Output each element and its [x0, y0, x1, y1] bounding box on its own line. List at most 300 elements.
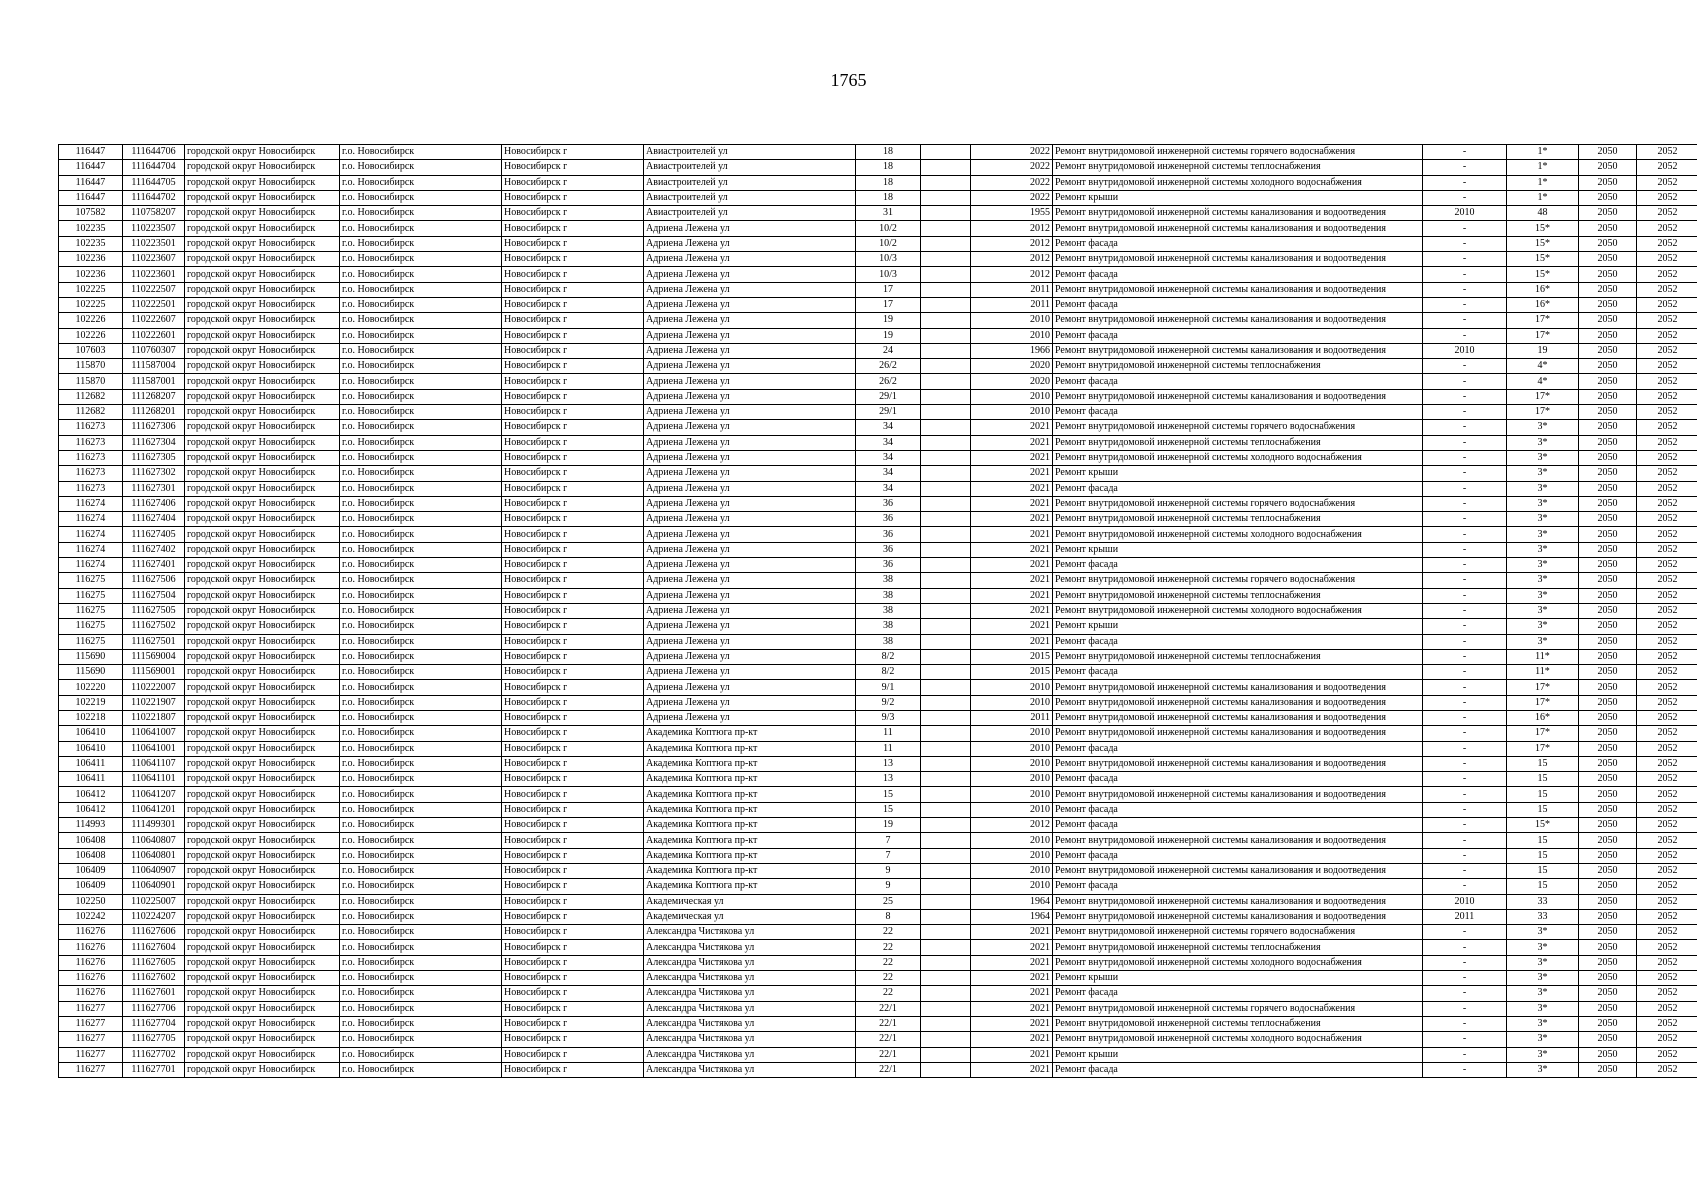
municipality-cell: городской округ Новосибирск: [185, 863, 340, 878]
year-built-cell: 2010: [971, 680, 1053, 695]
work-type-cell: Ремонт внутридомовой инженерной системы холодного водоснабжения: [1053, 450, 1423, 465]
settlement-cell: г.о. Новосибирск: [340, 756, 502, 771]
plan-start-cell: 2050: [1579, 1032, 1637, 1047]
last-repair-year-cell: -: [1423, 971, 1507, 986]
element-id-cell: 110222507: [123, 282, 185, 297]
building-cell: [921, 175, 971, 190]
municipality-cell: городской округ Новосибирск: [185, 741, 340, 756]
building-cell: [921, 450, 971, 465]
locality-cell: Новосибирск г: [502, 695, 644, 710]
year-built-cell: 2015: [971, 665, 1053, 680]
last-repair-year-cell: -: [1423, 940, 1507, 955]
work-type-cell: Ремонт фасада: [1053, 1062, 1423, 1077]
wear-cell: 3*: [1507, 481, 1579, 496]
plan-start-cell: 2050: [1579, 955, 1637, 970]
last-repair-year-cell: -: [1423, 634, 1507, 649]
building-cell: [921, 863, 971, 878]
element-id-cell: 111627504: [123, 588, 185, 603]
municipality-cell: городской округ Новосибирск: [185, 848, 340, 863]
house-id-cell: 116277: [59, 1047, 123, 1062]
plan-end-cell: 2052: [1637, 955, 1697, 970]
table-row: [59, 619, 1697, 634]
wear-cell: 3*: [1507, 573, 1579, 588]
municipality-cell: городской округ Новосибирск: [185, 542, 340, 557]
house-number-cell: 7: [856, 833, 921, 848]
plan-end-cell: 2052: [1637, 741, 1697, 756]
settlement-cell: г.о. Новосибирск: [340, 940, 502, 955]
last-repair-year-cell: -: [1423, 649, 1507, 664]
work-type-cell: Ремонт внутридомовой инженерной системы канализования и водоотведения: [1053, 833, 1423, 848]
municipality-cell: городской округ Новосибирск: [185, 512, 340, 527]
plan-end-cell: 2052: [1637, 313, 1697, 328]
locality-cell: Новосибирск г: [502, 328, 644, 343]
house-id-cell: 116447: [59, 160, 123, 175]
wear-cell: 1*: [1507, 145, 1579, 160]
work-type-cell: Ремонт фасада: [1053, 328, 1423, 343]
element-id-cell: 111627301: [123, 481, 185, 496]
work-type-cell: Ремонт внутридомовой инженерной системы канализования и водоотведения: [1053, 680, 1423, 695]
locality-cell: Новосибирск г: [502, 313, 644, 328]
settlement-cell: г.о. Новосибирск: [340, 282, 502, 297]
element-id-cell: 110225007: [123, 894, 185, 909]
table-row: [59, 145, 1697, 160]
table-row: [59, 1032, 1697, 1047]
year-built-cell: 2010: [971, 328, 1053, 343]
settlement-cell: г.о. Новосибирск: [340, 879, 502, 894]
wear-cell: 3*: [1507, 940, 1579, 955]
work-type-cell: Ремонт внутридомовой инженерной системы канализования и водоотведения: [1053, 894, 1423, 909]
table-row: [59, 863, 1697, 878]
element-id-cell: 110222607: [123, 313, 185, 328]
element-id-cell: 110222007: [123, 680, 185, 695]
settlement-cell: г.о. Новосибирск: [340, 1062, 502, 1077]
work-type-cell: Ремонт внутридомовой инженерной системы канализования и водоотведения: [1053, 221, 1423, 236]
plan-end-cell: 2052: [1637, 374, 1697, 389]
wear-cell: 19: [1507, 343, 1579, 358]
plan-end-cell: 2052: [1637, 1016, 1697, 1031]
settlement-cell: г.о. Новосибирск: [340, 603, 502, 618]
work-type-cell: Ремонт внутридомовой инженерной системы канализования и водоотведения: [1053, 389, 1423, 404]
year-built-cell: 2021: [971, 986, 1053, 1001]
street-cell: Адриена Лежена ул: [644, 435, 856, 450]
street-cell: Александра Чистякова ул: [644, 971, 856, 986]
building-cell: [921, 542, 971, 557]
plan-end-cell: 2052: [1637, 573, 1697, 588]
wear-cell: 33: [1507, 894, 1579, 909]
table-row: [59, 527, 1697, 542]
element-id-cell: 110758207: [123, 206, 185, 221]
street-cell: Академика Коптюга пр-кт: [644, 787, 856, 802]
year-built-cell: 2021: [971, 971, 1053, 986]
last-repair-year-cell: -: [1423, 665, 1507, 680]
last-repair-year-cell: -: [1423, 1032, 1507, 1047]
locality-cell: Новосибирск г: [502, 588, 644, 603]
element-id-cell: 110640807: [123, 833, 185, 848]
house-number-cell: 19: [856, 328, 921, 343]
element-id-cell: 111627304: [123, 435, 185, 450]
plan-end-cell: 2052: [1637, 282, 1697, 297]
table-row: [59, 573, 1697, 588]
building-cell: [921, 940, 971, 955]
building-cell: [921, 741, 971, 756]
municipality-cell: городской округ Новосибирск: [185, 756, 340, 771]
settlement-cell: г.о. Новосибирск: [340, 588, 502, 603]
house-number-cell: 22: [856, 925, 921, 940]
wear-cell: 3*: [1507, 603, 1579, 618]
street-cell: Академика Коптюга пр-кт: [644, 726, 856, 741]
wear-cell: 15*: [1507, 252, 1579, 267]
settlement-cell: г.о. Новосибирск: [340, 313, 502, 328]
building-cell: [921, 328, 971, 343]
wear-cell: 15: [1507, 848, 1579, 863]
table-row: [59, 496, 1697, 511]
municipality-cell: городской округ Новосибирск: [185, 925, 340, 940]
wear-cell: 3*: [1507, 512, 1579, 527]
last-repair-year-cell: -: [1423, 833, 1507, 848]
work-type-cell: Ремонт внутридомовой инженерной системы канализования и водоотведения: [1053, 252, 1423, 267]
municipality-cell: городской округ Новосибирск: [185, 634, 340, 649]
year-built-cell: 2021: [971, 1001, 1053, 1016]
last-repair-year-cell: -: [1423, 787, 1507, 802]
last-repair-year-cell: -: [1423, 1062, 1507, 1077]
plan-start-cell: 2050: [1579, 435, 1637, 450]
wear-cell: 15: [1507, 802, 1579, 817]
municipality-cell: городской округ Новосибирск: [185, 909, 340, 924]
locality-cell: Новосибирск г: [502, 863, 644, 878]
element-id-cell: 110640901: [123, 879, 185, 894]
last-repair-year-cell: -: [1423, 1016, 1507, 1031]
house-number-cell: 29/1: [856, 389, 921, 404]
locality-cell: Новосибирск г: [502, 710, 644, 725]
plan-start-cell: 2050: [1579, 1047, 1637, 1062]
year-built-cell: 2021: [971, 955, 1053, 970]
table-row: [59, 374, 1697, 389]
last-repair-year-cell: 2011: [1423, 909, 1507, 924]
house-id-cell: 102226: [59, 328, 123, 343]
plan-start-cell: 2050: [1579, 175, 1637, 190]
plan-start-cell: 2050: [1579, 940, 1637, 955]
element-id-cell: 110224207: [123, 909, 185, 924]
building-cell: [921, 297, 971, 312]
house-number-cell: 26/2: [856, 359, 921, 374]
settlement-cell: г.о. Новосибирск: [340, 680, 502, 695]
plan-start-cell: 2050: [1579, 481, 1637, 496]
plan-start-cell: 2050: [1579, 374, 1637, 389]
plan-start-cell: 2050: [1579, 343, 1637, 358]
plan-start-cell: 2050: [1579, 420, 1637, 435]
work-type-cell: Ремонт фасада: [1053, 802, 1423, 817]
last-repair-year-cell: -: [1423, 1001, 1507, 1016]
house-id-cell: 115690: [59, 665, 123, 680]
plan-start-cell: 2050: [1579, 542, 1637, 557]
locality-cell: Новосибирск г: [502, 512, 644, 527]
plan-end-cell: 2052: [1637, 726, 1697, 741]
locality-cell: Новосибирск г: [502, 420, 644, 435]
building-cell: [921, 1016, 971, 1031]
house-id-cell: 116275: [59, 634, 123, 649]
settlement-cell: г.о. Новосибирск: [340, 512, 502, 527]
plan-end-cell: 2052: [1637, 772, 1697, 787]
plan-start-cell: 2050: [1579, 588, 1637, 603]
locality-cell: Новосибирск г: [502, 1001, 644, 1016]
locality-cell: Новосибирск г: [502, 909, 644, 924]
wear-cell: 3*: [1507, 466, 1579, 481]
settlement-cell: г.о. Новосибирск: [340, 374, 502, 389]
municipality-cell: городской округ Новосибирск: [185, 894, 340, 909]
work-type-cell: Ремонт внутридомовой инженерной системы горячего водоснабжения: [1053, 925, 1423, 940]
table-row: [59, 1062, 1697, 1077]
work-type-cell: Ремонт внутридомовой инженерной системы канализования и водоотведения: [1053, 695, 1423, 710]
plan-start-cell: 2050: [1579, 359, 1637, 374]
plan-end-cell: 2052: [1637, 1032, 1697, 1047]
house-id-cell: 102218: [59, 710, 123, 725]
work-type-cell: Ремонт фасада: [1053, 848, 1423, 863]
plan-end-cell: 2052: [1637, 297, 1697, 312]
plan-start-cell: 2050: [1579, 649, 1637, 664]
settlement-cell: г.о. Новосибирск: [340, 634, 502, 649]
table-row: [59, 879, 1697, 894]
house-id-cell: 116274: [59, 496, 123, 511]
wear-cell: 4*: [1507, 374, 1579, 389]
table-body: [59, 145, 1697, 1078]
element-id-cell: 110640907: [123, 863, 185, 878]
locality-cell: Новосибирск г: [502, 145, 644, 160]
plan-end-cell: 2052: [1637, 542, 1697, 557]
plan-start-cell: 2050: [1579, 741, 1637, 756]
work-type-cell: Ремонт крыши: [1053, 542, 1423, 557]
year-built-cell: 2010: [971, 772, 1053, 787]
plan-end-cell: 2052: [1637, 649, 1697, 664]
work-type-cell: Ремонт внутридомовой инженерной системы теплоснабжения: [1053, 512, 1423, 527]
last-repair-year-cell: -: [1423, 573, 1507, 588]
page-number: 1765: [830, 70, 867, 90]
year-built-cell: 1964: [971, 894, 1053, 909]
element-id-cell: 111627706: [123, 1001, 185, 1016]
house-number-cell: 34: [856, 420, 921, 435]
element-id-cell: 111627402: [123, 542, 185, 557]
last-repair-year-cell: -: [1423, 389, 1507, 404]
street-cell: Академика Коптюга пр-кт: [644, 863, 856, 878]
locality-cell: Новосибирск г: [502, 971, 644, 986]
plan-end-cell: 2052: [1637, 236, 1697, 251]
plan-start-cell: 2050: [1579, 848, 1637, 863]
plan-end-cell: 2052: [1637, 175, 1697, 190]
building-cell: [921, 925, 971, 940]
work-type-cell: Ремонт внутридомовой инженерной системы канализования и водоотведения: [1053, 710, 1423, 725]
wear-cell: 48: [1507, 206, 1579, 221]
locality-cell: Новосибирск г: [502, 450, 644, 465]
building-cell: [921, 160, 971, 175]
last-repair-year-cell: -: [1423, 190, 1507, 205]
last-repair-year-cell: -: [1423, 680, 1507, 695]
year-built-cell: 2022: [971, 145, 1053, 160]
municipality-cell: городской округ Новосибирск: [185, 879, 340, 894]
plan-end-cell: 2052: [1637, 818, 1697, 833]
plan-end-cell: 2052: [1637, 971, 1697, 986]
wear-cell: 1*: [1507, 175, 1579, 190]
element-id-cell: 111627305: [123, 450, 185, 465]
element-id-cell: 110221907: [123, 695, 185, 710]
house-number-cell: 36: [856, 558, 921, 573]
year-built-cell: 2021: [971, 466, 1053, 481]
house-id-cell: 106409: [59, 863, 123, 878]
locality-cell: Новосибирск г: [502, 573, 644, 588]
element-id-cell: 110641007: [123, 726, 185, 741]
work-type-cell: Ремонт крыши: [1053, 190, 1423, 205]
plan-end-cell: 2052: [1637, 710, 1697, 725]
house-id-cell: 106411: [59, 772, 123, 787]
work-type-cell: Ремонт фасада: [1053, 558, 1423, 573]
house-id-cell: 116273: [59, 481, 123, 496]
municipality-cell: городской округ Новосибирск: [185, 297, 340, 312]
year-built-cell: 2021: [971, 634, 1053, 649]
table-row: [59, 343, 1697, 358]
plan-end-cell: 2052: [1637, 619, 1697, 634]
plan-start-cell: 2050: [1579, 466, 1637, 481]
house-number-cell: 11: [856, 726, 921, 741]
settlement-cell: г.о. Новосибирск: [340, 206, 502, 221]
settlement-cell: г.о. Новосибирск: [340, 909, 502, 924]
plan-end-cell: 2052: [1637, 634, 1697, 649]
year-built-cell: 2010: [971, 313, 1053, 328]
last-repair-year-cell: -: [1423, 1047, 1507, 1062]
house-number-cell: 31: [856, 206, 921, 221]
year-built-cell: 2021: [971, 573, 1053, 588]
last-repair-year-cell: 2010: [1423, 343, 1507, 358]
municipality-cell: городской округ Новосибирск: [185, 955, 340, 970]
locality-cell: Новосибирск г: [502, 787, 644, 802]
municipality-cell: городской округ Новосибирск: [185, 818, 340, 833]
last-repair-year-cell: -: [1423, 986, 1507, 1001]
house-number-cell: 7: [856, 848, 921, 863]
house-number-cell: 9/3: [856, 710, 921, 725]
table-row: [59, 634, 1697, 649]
element-id-cell: 111569001: [123, 665, 185, 680]
settlement-cell: г.о. Новосибирск: [340, 252, 502, 267]
municipality-cell: городской округ Новосибирск: [185, 466, 340, 481]
last-repair-year-cell: -: [1423, 710, 1507, 725]
settlement-cell: г.о. Новосибирск: [340, 741, 502, 756]
last-repair-year-cell: -: [1423, 466, 1507, 481]
wear-cell: 15*: [1507, 818, 1579, 833]
street-cell: Адриена Лежена ул: [644, 466, 856, 481]
building-cell: [921, 313, 971, 328]
house-id-cell: 106408: [59, 848, 123, 863]
plan-end-cell: 2052: [1637, 160, 1697, 175]
year-built-cell: 2010: [971, 756, 1053, 771]
locality-cell: Новосибирск г: [502, 894, 644, 909]
last-repair-year-cell: -: [1423, 282, 1507, 297]
house-number-cell: 29/1: [856, 405, 921, 420]
settlement-cell: г.о. Новосибирск: [340, 1032, 502, 1047]
building-cell: [921, 986, 971, 1001]
municipality-cell: городской округ Новосибирск: [185, 374, 340, 389]
house-id-cell: 116277: [59, 1032, 123, 1047]
wear-cell: 11*: [1507, 665, 1579, 680]
street-cell: Академика Коптюга пр-кт: [644, 848, 856, 863]
year-built-cell: 2020: [971, 374, 1053, 389]
work-type-cell: Ремонт крыши: [1053, 466, 1423, 481]
work-type-cell: Ремонт крыши: [1053, 1047, 1423, 1062]
settlement-cell: г.о. Новосибирск: [340, 343, 502, 358]
locality-cell: Новосибирск г: [502, 848, 644, 863]
work-type-cell: Ремонт внутридомовой инженерной системы горячего водоснабжения: [1053, 573, 1423, 588]
plan-start-cell: 2050: [1579, 787, 1637, 802]
locality-cell: Новосибирск г: [502, 466, 644, 481]
work-type-cell: Ремонт внутридомовой инженерной системы канализования и водоотведения: [1053, 863, 1423, 878]
plan-start-cell: 2050: [1579, 802, 1637, 817]
locality-cell: Новосибирск г: [502, 221, 644, 236]
year-built-cell: 2010: [971, 802, 1053, 817]
table-row: [59, 833, 1697, 848]
year-built-cell: 2012: [971, 818, 1053, 833]
street-cell: Авиастроителей ул: [644, 190, 856, 205]
table-row: [59, 680, 1697, 695]
element-id-cell: 111644702: [123, 190, 185, 205]
last-repair-year-cell: -: [1423, 420, 1507, 435]
work-type-cell: Ремонт фасада: [1053, 374, 1423, 389]
wear-cell: 15: [1507, 833, 1579, 848]
last-repair-year-cell: -: [1423, 588, 1507, 603]
building-cell: [921, 971, 971, 986]
element-id-cell: 111644706: [123, 145, 185, 160]
work-type-cell: Ремонт фасада: [1053, 634, 1423, 649]
street-cell: Академическая ул: [644, 894, 856, 909]
work-type-cell: Ремонт внутридомовой инженерной системы канализования и водоотведения: [1053, 756, 1423, 771]
table-row: [59, 282, 1697, 297]
year-built-cell: 1964: [971, 909, 1053, 924]
year-built-cell: 2012: [971, 236, 1053, 251]
house-number-cell: 34: [856, 435, 921, 450]
municipality-cell: городской округ Новосибирск: [185, 649, 340, 664]
street-cell: Адриена Лежена ул: [644, 649, 856, 664]
wear-cell: 3*: [1507, 971, 1579, 986]
plan-start-cell: 2050: [1579, 1062, 1637, 1077]
locality-cell: Новосибирск г: [502, 481, 644, 496]
last-repair-year-cell: -: [1423, 175, 1507, 190]
year-built-cell: 2011: [971, 710, 1053, 725]
plan-end-cell: 2052: [1637, 695, 1697, 710]
table-row: [59, 695, 1697, 710]
work-type-cell: Ремонт внутридомовой инженерной системы холодного водоснабжения: [1053, 175, 1423, 190]
street-cell: Адриена Лежена ул: [644, 450, 856, 465]
work-type-cell: Ремонт фасада: [1053, 236, 1423, 251]
plan-start-cell: 2050: [1579, 496, 1637, 511]
settlement-cell: г.о. Новосибирск: [340, 619, 502, 634]
wear-cell: 15*: [1507, 267, 1579, 282]
street-cell: Адриена Лежена ул: [644, 527, 856, 542]
settlement-cell: г.о. Новосибирск: [340, 236, 502, 251]
street-cell: Адриена Лежена ул: [644, 680, 856, 695]
house-id-cell: 106409: [59, 879, 123, 894]
year-built-cell: 2021: [971, 435, 1053, 450]
settlement-cell: г.о. Новосибирск: [340, 297, 502, 312]
house-id-cell: 102236: [59, 252, 123, 267]
locality-cell: Новосибирск г: [502, 1047, 644, 1062]
plan-start-cell: 2050: [1579, 206, 1637, 221]
street-cell: Академическая ул: [644, 909, 856, 924]
element-id-cell: 111644705: [123, 175, 185, 190]
locality-cell: Новосибирск г: [502, 175, 644, 190]
year-built-cell: 2021: [971, 925, 1053, 940]
street-cell: Адриена Лежена ул: [644, 634, 856, 649]
table-row: [59, 710, 1697, 725]
last-repair-year-cell: -: [1423, 496, 1507, 511]
settlement-cell: г.о. Новосибирск: [340, 267, 502, 282]
street-cell: Академика Коптюга пр-кт: [644, 772, 856, 787]
house-id-cell: 116273: [59, 435, 123, 450]
wear-cell: 17*: [1507, 313, 1579, 328]
